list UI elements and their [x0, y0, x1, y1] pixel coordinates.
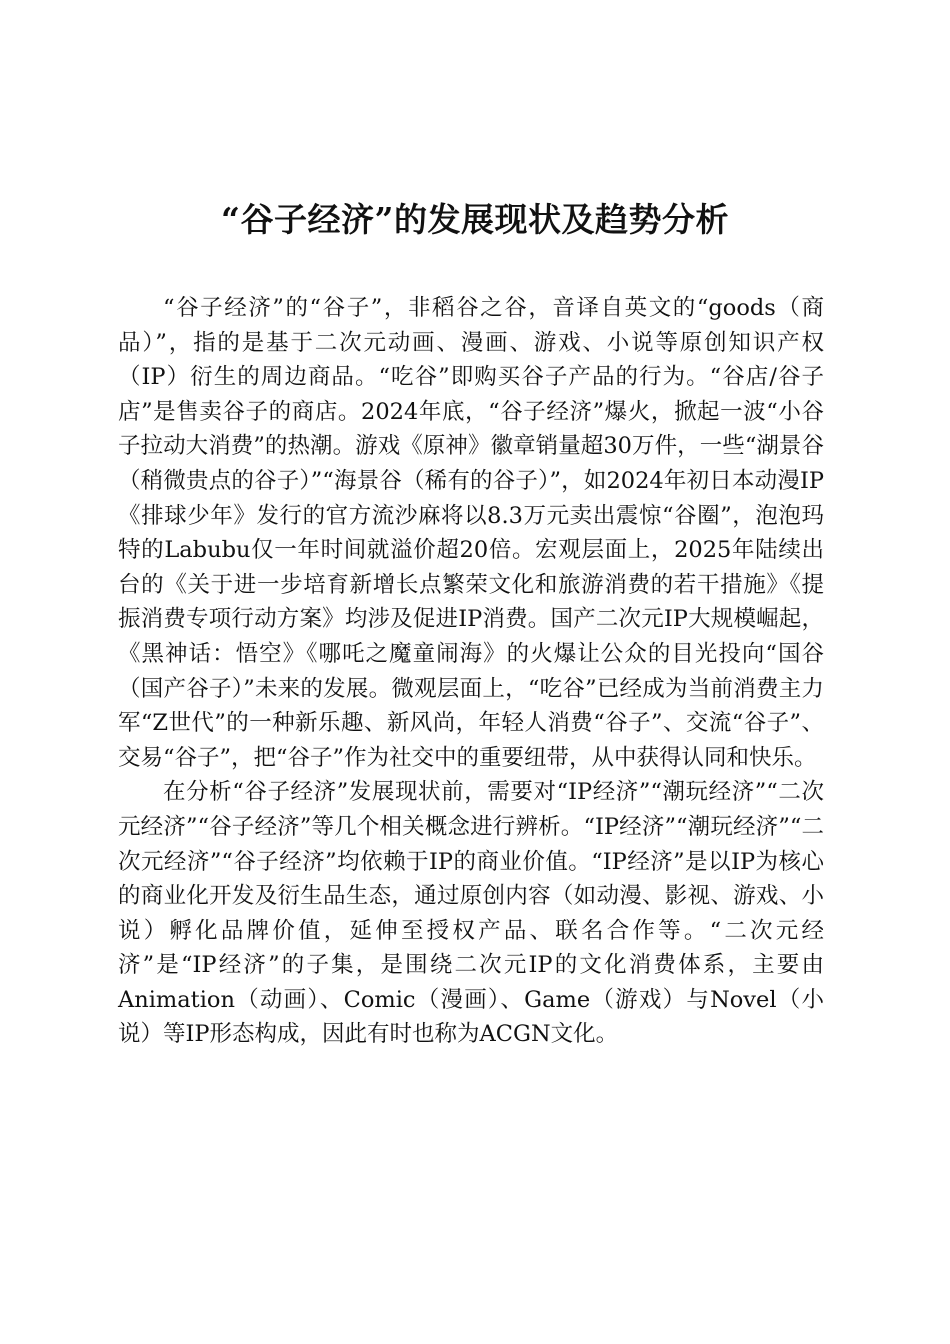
document-body: [118, 291, 824, 1052]
paragraph: “谷子经济”的“谷子”，非稻谷之谷，音译自英文的“goods（商品）”，指的是基于二次元动画、漫画、游戏、小说等原创知识产权（IP）衍生的周边商品。“吃谷”即购买谷子产品的行为。“谷店/谷子店”是售卖谷子的商店。2024年底，“谷子经济”爆火，掀起一波“小谷子拉动大消费”的热潮。游戏《原神》徽章销量超30万件，一些“湖景谷（稍微贵点的谷子）”“海景谷（稀有的谷子）”，如2024年初日本动漫IP《排球少年》发行的官方流沙麻将以8.3万元卖出震惊“谷圈”，泡泡玛特的Labubu仅一年时间就溢价超20倍。宏观层面上，2025年陆续出台的《关于进一步培育新增长点繁荣文化和旅游消费的若干措施》《提振消费专项行动方案》均涉及促进IP消费。国产二次元IP大规模崛起，《黑神话：悟空》《哪吒之魔童闹海》的火爆让公众的目光投向“国谷（国产谷子）”未来的发展。微观层面上，“吃谷”已经成为当前消费主力军“Z世代”的一种新乐趣、新风尚，年轻人消费“谷子”、交流“谷子”、交易“谷子”，把“谷子”作为社交中的重要纽带，从中获得认同和快乐。: [118, 295, 824, 771]
document-title: “谷子经济”的发展现状及趋势分析: [221, 200, 729, 239]
paragraph: 在分析“谷子经济”发展现状前，需要对“IP经济”“潮玩经济”“二次元经济”“谷子经济”等几个相关概念进行辨析。“IP经济”“潮玩经济”“二次元经济”“谷子经济”均依赖于IP的商业价值。“IP经济”是以IP为核心的商业化开发及衍生品生态，通过原创内容（如动漫、影视、游戏、小说）孵化品牌价值，延伸至授权产品、联名合作等。“二次元经济”是“IP经济”的子集，是围绕二次元IP的文化消费体系，主要由Animation（动画）、Comic（漫画）、Game（游戏）与Novel（小说）等IP形态构成，因此有时也称为ACGN文化。: [118, 779, 824, 1048]
